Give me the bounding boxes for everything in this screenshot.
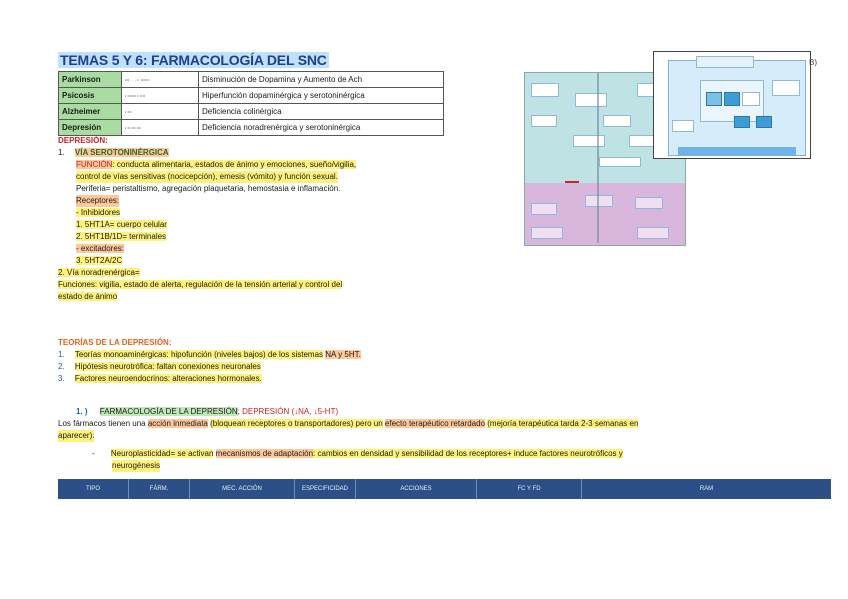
column-header: TIPO xyxy=(58,479,129,499)
theory-3 xyxy=(58,373,262,385)
neuroplasticity-cont: neurogénesis xyxy=(112,461,161,470)
pharma-label: FARMACOLOGÍA DE LA DEPRESIÓN xyxy=(99,407,238,416)
item-number: 1. xyxy=(58,148,65,157)
receptor-5ht2a-text: 3. 5HT2A/2C xyxy=(76,256,123,265)
neuroplasticity-line xyxy=(92,448,623,460)
receptor-5ht1a xyxy=(76,219,167,231)
pharma-highlight: acción inmediata xyxy=(147,419,208,428)
neuroplasticity-text: : cambios en densidad y sensibilidad de los receptores+ induce factores neurotróficos y xyxy=(313,449,623,458)
bullet-dash: - xyxy=(92,449,95,458)
theory-2 xyxy=(58,361,261,373)
disorder-drug: • •• ••• ••• xyxy=(122,120,199,136)
receptor-5ht1a-text: 1. 5HT1A= cuerpo celular xyxy=(76,220,167,229)
noradrenergic-pathway-label: 2. Vía noradrenérgica= xyxy=(58,268,140,277)
theory-text: Hipótesis neurotrófica: faltan conexiones neuronales xyxy=(74,362,261,371)
theory-text: Factores neuroendocrinos: alteraciones hormonales. xyxy=(74,374,262,383)
theory-number: 2. xyxy=(58,362,65,371)
excitatory-text: - excitadores: xyxy=(76,244,125,253)
pharma-number: 1. ) xyxy=(76,407,88,416)
table-row xyxy=(59,120,444,136)
theory-number: 1. xyxy=(58,350,65,359)
column-header: FC Y FD xyxy=(477,479,582,499)
theory-highlight: NA y 5HT. xyxy=(325,350,361,359)
pharma-separator: ; xyxy=(237,407,240,416)
function-text-cont: control de vías sensitivas (nocicepción), emesis (vómito) y función sexual. xyxy=(76,172,338,181)
receptors-label: Receptores: xyxy=(76,196,120,205)
pharma-highlight: efecto terapéutico retardado xyxy=(384,419,485,428)
column-header: MEC. ACCIÓN xyxy=(190,479,295,499)
disorder-description: Deficiencia colinérgica xyxy=(199,104,444,120)
adaptation-highlight: mecanismos de adaptación xyxy=(215,449,314,458)
theories-heading: TEORÍAS DE LA DEPRESIÓN: xyxy=(58,338,172,347)
receptor-5ht1b-text: 2. 5HT1B/1D= terminales xyxy=(76,232,167,241)
function-label: FUNCIÓN xyxy=(76,160,113,169)
theory-1 xyxy=(58,349,361,361)
disorder-drug: • ••• xyxy=(122,104,199,120)
theory-text: Teorías monoaminérgicas: hipofunción (niveles bajos) de los sistemas xyxy=(74,350,324,359)
column-header: RAM xyxy=(699,486,714,492)
receptor-5ht2a xyxy=(76,255,122,267)
pharma-text: (mejoría terapéutica tarda 2-3 semanas en xyxy=(487,419,639,428)
inhibitors-label xyxy=(76,207,120,219)
function-text: : conducta alimentaria, estados de ánimo y emociones, sueño/vigilia, xyxy=(112,160,357,169)
periphery-text: Periferia= peristaltismo, agregación plaquetaria, hemostasia e inflamación. xyxy=(76,184,341,193)
pharma-text: (bloquean receptores o transportadores) pero un xyxy=(210,419,383,428)
pharma-paragraph xyxy=(58,418,638,430)
neuroplasticity-label: Neuroplasticidad xyxy=(110,449,171,458)
excitatory-label xyxy=(76,243,124,255)
disorder-name: Psicosis xyxy=(59,88,122,104)
disorder-name: Depresión xyxy=(59,120,122,136)
column-header: FÁRM. xyxy=(129,479,190,499)
basal-ganglia-diagram-image xyxy=(653,51,811,159)
disorder-description: Deficiencia noradrenérgica y serotoninérgica xyxy=(199,120,444,136)
noradrenergic-functions xyxy=(58,279,342,291)
disorder-name: Alzheimer xyxy=(59,104,122,120)
pharma-paragraph-cont: aparecer). xyxy=(58,431,95,440)
disorder-name: Parkinson xyxy=(59,72,122,88)
drug-table-header xyxy=(58,479,831,499)
pharma-heading xyxy=(76,406,338,418)
table-row xyxy=(59,104,444,120)
table-row xyxy=(59,88,444,104)
column-header: ESPECIFICIDAD xyxy=(295,479,356,499)
disorder-description: Disminución de Dopamina y Aumento de Ach xyxy=(199,72,444,88)
serotonin-pathway-label: VÍA SEROTONINÉRGICA xyxy=(74,148,169,157)
disorders-table xyxy=(58,71,444,136)
column-header: ACCIONES xyxy=(356,479,477,499)
noradrenergic-functions-cont xyxy=(58,291,117,303)
noradrenergic-pathway xyxy=(58,267,140,279)
figure-label: B) xyxy=(809,58,817,67)
disorder-drug: • •••••• • •••• xyxy=(122,88,199,104)
inhibitors-text: - Inhibidores xyxy=(76,208,121,217)
theory-number: 3. xyxy=(58,374,65,383)
page-title: TEMAS 5 Y 6: FARMACOLOGÍA DEL SNC xyxy=(60,52,327,68)
depression-heading: DEPRESIÓN: xyxy=(58,136,108,145)
function-line xyxy=(76,159,356,171)
table-row xyxy=(59,72,444,88)
neuroplasticity-text: = se activan xyxy=(170,449,214,458)
pharma-text: Los fármacos tienen una xyxy=(58,419,146,428)
pharma-subtitle: DEPRESIÓN (↓NA, ↓5-HT) xyxy=(242,407,339,416)
serotonin-pathway xyxy=(58,147,169,159)
noradrenergic-functions-text: estado de ánimo xyxy=(58,292,118,301)
disorder-drug: ••• , , , •, •••••• xyxy=(122,72,199,88)
noradrenergic-functions-text: Funciones: vigilia, estado de alerta, regulación de la tensión arterial y control del xyxy=(58,280,343,289)
receptor-5ht1b xyxy=(76,231,166,243)
disorder-description: Hiperfunción dopaminérgica y serotoninérgica xyxy=(199,88,444,104)
